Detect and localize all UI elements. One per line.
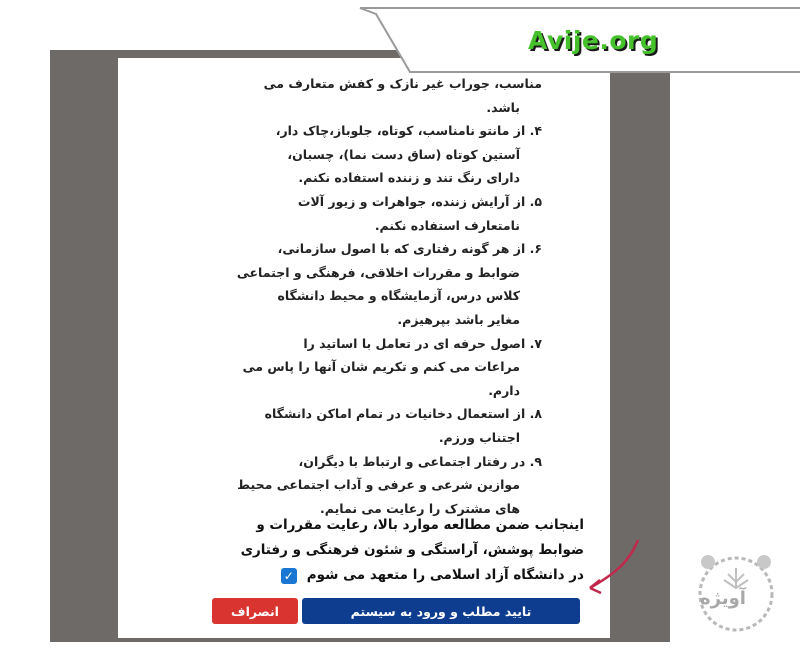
- rule-item: [202, 450, 542, 521]
- rule-item: [202, 190, 542, 237]
- rule-line: اجتناب ورزم.: [438, 429, 520, 445]
- rule-line: ۷. اصول حرفه ای در تعامل با اساتید را: [303, 335, 542, 351]
- agreement-dialog: [118, 58, 610, 638]
- pledge-line-3: در دانشگاه آزاد اسلامی را متعهد می شوم: [306, 567, 584, 583]
- confirm-login-button[interactable]: تایید مطلب و ورود به سیستم: [302, 598, 580, 624]
- rule-line: مناسب، جوراب غیر نازک و کفش متعارف می: [263, 76, 542, 91]
- rule-item: [202, 119, 542, 190]
- rule-line: کلاس درس، آزمایشگاه و محیط دانشگاه: [277, 288, 520, 304]
- rule-line: ۶. از هر گونه رفتاری که با اصول سازمانی،: [277, 241, 542, 257]
- watermark-site-name: Avije.org: [528, 26, 659, 55]
- rule-line: مغایر باشد بپرهیزم.: [397, 311, 520, 327]
- rule-line: مراعات می کنم و تکریم شان آنها را پاس می: [242, 359, 520, 375]
- rule-item: [202, 332, 542, 403]
- pledge-line-2: ضوابط پوشش، آراستگی و شئون فرهنگی و رفتاری: [240, 542, 584, 558]
- rule-line: ۴. از مانتو نامناسب، کوتاه، جلوباز،چاک دار،: [275, 123, 542, 139]
- rules-list: [202, 72, 542, 520]
- rule-line: موازین شرعی و عرفی و آداب اجتماعی محیط: [237, 477, 520, 493]
- rule-line: ۸. از استعمال دخانیات در تمام اماکن دانشگاه: [264, 406, 542, 422]
- pledge-statement: [144, 513, 584, 588]
- rule-line: ضوابط و مقررات اخلاقی، فرهنگی و اجتماعی: [236, 264, 520, 280]
- rule-line: دارم.: [488, 382, 520, 398]
- check-icon: ✓: [283, 568, 294, 583]
- rule-item: [202, 72, 542, 119]
- rule-line: های مشترک را رعایت می نمایم.: [320, 500, 520, 516]
- rule-line: ۹. در رفتار اجتماعی و ارتباط با دیگران،: [298, 453, 542, 469]
- rule-line: دارای رنگ تند و زننده استفاده نکنم.: [298, 170, 520, 186]
- cancel-button[interactable]: انصراف: [212, 598, 298, 624]
- rule-line: نامتعارف استفاده نکنم.: [374, 217, 520, 233]
- rule-line: ۵. از آرایش زننده، جواهرات و زیور آلات: [297, 193, 542, 209]
- rule-item: [202, 402, 542, 449]
- watermark-logo-text: آویژه: [700, 588, 746, 609]
- rule-line: آستین کوتاه (ساق دست نما)، چسبان،: [287, 146, 520, 162]
- rule-line: باشد.: [486, 99, 520, 115]
- agree-checkbox[interactable]: [281, 568, 297, 584]
- pledge-line-1: اینجانب ضمن مطالعه موارد بالا، رعایت مقررات و: [256, 517, 584, 533]
- dialog-actions: [212, 598, 580, 624]
- rule-item: [202, 237, 542, 331]
